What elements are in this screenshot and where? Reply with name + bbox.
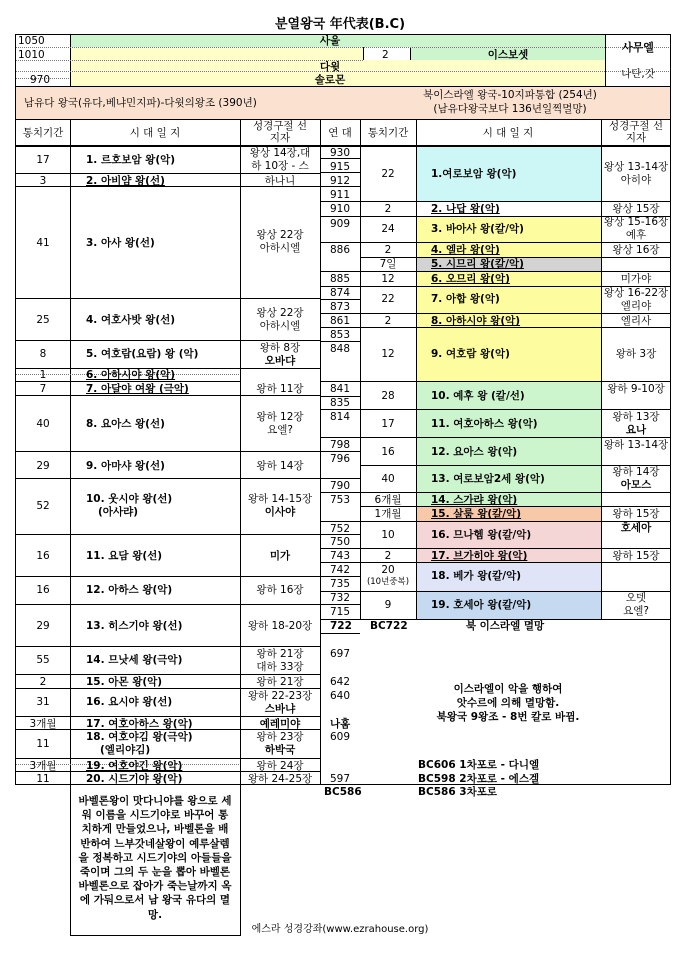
north-reign-8: 2: [384, 315, 392, 327]
year-835: 835: [330, 397, 351, 409]
year-nahum: 나훔: [330, 718, 351, 730]
north-bible-16: 호세아: [620, 522, 652, 534]
south-reign-9: 29: [36, 460, 50, 472]
south-summary-line: 치하게 만들었으나, 바벨론을 배: [81, 823, 229, 836]
north-kingdom-banner-2: (남유다왕국보다 136년일찍멸망): [433, 103, 587, 115]
north-king-8: 8. 아하시야 왕(악): [431, 315, 521, 327]
south-summary-line: 을 정복하고 시드기야의 아들들을: [78, 851, 232, 864]
north-reign-10: 28: [381, 390, 395, 402]
year-715: 715: [330, 606, 351, 618]
year-915: 915: [330, 161, 351, 173]
south-bible-14a: 왕하 21장: [256, 648, 304, 660]
south-king-15: 15. 아몬 왕(악): [86, 676, 163, 688]
south-summary-line: 죽이며 그의 두 눈을 뽑아 바벨론: [79, 866, 231, 879]
south-reign-18: 11: [36, 738, 50, 750]
north-bible-1b: 아히야: [620, 174, 652, 186]
south-kingdom-banner: 남유다 왕국(유다,베냐민지파)-다윗의왕조 (390년): [24, 97, 257, 109]
year-609: 609: [330, 731, 351, 743]
south-summary-line: 바벨론으로 잡아가 죽는날까지 옥: [78, 880, 232, 893]
south-king-2: 2. 아비얌 왕(선): [86, 175, 165, 187]
header-bible-south: 성경구절 선지자: [252, 120, 308, 144]
year-848: 848: [330, 343, 351, 355]
north-note-line: 앗수르에 의해 멸망함.: [456, 697, 560, 709]
south-bible-19: 왕하 24장: [256, 760, 304, 772]
header-record-south: 시 대 일 지: [129, 127, 181, 139]
ishbosheth-label: 이스보셋: [487, 49, 529, 61]
south-bible-4b: 아하시엘: [259, 320, 301, 332]
north-reign-15: 1개월: [374, 508, 402, 520]
page-title: 분열왕국 年代表(B.C): [274, 17, 406, 32]
south-king-8: 8. 요아스 왕(선): [86, 418, 165, 430]
year-911: 911: [330, 189, 351, 201]
south-bible-14b: 대하 33장: [256, 661, 304, 673]
north-bible-12: 왕하 13-14장: [603, 439, 669, 451]
south-king-11: 11. 요담 왕(선): [86, 550, 163, 562]
south-king-18b: (엘리야김): [100, 744, 151, 756]
north-bible-7b: 엘리야: [620, 300, 652, 312]
north-bible-19a: 오뎃: [625, 592, 647, 604]
south-reign-1: 17: [36, 154, 50, 166]
south-king-6: 6. 아하시야 왕(악): [86, 369, 176, 381]
south-bible-10a: 왕하 14-15장: [247, 493, 313, 505]
south-king-4: 4. 여호사밧 왕(선): [86, 314, 176, 326]
south-king-10b: (아사랴): [98, 506, 139, 518]
south-king-9: 9. 아마샤 왕(선): [86, 460, 165, 472]
north-bible-11b: 요나: [625, 424, 647, 436]
north-reign-6: 12: [381, 273, 395, 285]
south-king-13: 13. 히스기야 왕(선): [86, 620, 183, 632]
solomon-label: 솔로몬: [314, 74, 346, 86]
south-bible-20: 왕하 24-25장: [247, 773, 313, 785]
year-909: 909: [330, 218, 351, 230]
year-910: 910: [330, 203, 351, 215]
south-king-18a: 18. 여호야김 왕(극악): [86, 731, 193, 743]
north-bible-17: 왕하 15장: [612, 550, 660, 562]
year-586: BC586: [324, 786, 362, 798]
south-reign-8: 40: [36, 418, 50, 430]
south-king-16: 16. 요시야 왕(선): [86, 696, 173, 708]
north-bible-7a: 왕상 16-22장: [603, 287, 669, 299]
north-king-13: 13. 여로보암2세 왕(악): [431, 473, 545, 485]
south-bible-8a: 왕하 12장: [256, 411, 304, 423]
north-fall-year: BC722: [370, 620, 408, 632]
year-853: 853: [330, 329, 351, 341]
south-reign-15: 2: [39, 676, 47, 688]
south-bible-10b: 이사야: [264, 506, 296, 518]
south-bible-4a: 왕상 22장: [256, 307, 304, 319]
north-reign-1: 22: [381, 168, 395, 180]
south-king-19: 19. 여호야긴 왕(악): [86, 760, 183, 772]
north-reign-5: 7일: [379, 258, 397, 270]
north-king-16: 16. 므나헴 왕(칼/악): [431, 529, 532, 541]
year-798: 798: [330, 439, 351, 451]
year-912: 912: [330, 175, 351, 187]
south-bible-1a: 왕상 14장,대: [249, 147, 311, 159]
south-bible-8b: 요엘?: [267, 424, 293, 436]
north-reign-2: 2: [384, 203, 392, 215]
south-summary-line: 워 이름을 시드기야로 바꾸어 통: [81, 809, 229, 822]
north-fall-label: 북 이스라엘 멸망: [465, 620, 545, 632]
north-bible-11a: 왕하 13장: [612, 411, 660, 423]
south-reign-6: 1: [39, 369, 47, 381]
north-king-14: 14. 스가랴 왕(악): [431, 494, 518, 506]
north-king-17: 17. 브가히야 왕(악): [431, 550, 528, 562]
north-king-10: 10. 예후 왕 (칼/선): [431, 390, 525, 402]
north-bible-19b: 요엘?: [623, 605, 649, 617]
south-reign-4: 25: [36, 314, 50, 326]
year-742: 742: [330, 564, 351, 576]
south-bible-2: 하나니: [264, 175, 296, 187]
north-reign-13: 40: [381, 473, 395, 485]
south-king-5: 5. 여호람(요람) 왕 (악): [86, 348, 199, 360]
year-1050: 1050: [18, 35, 45, 47]
south-reign-14: 55: [36, 654, 50, 666]
north-reign-9: 12: [381, 348, 395, 360]
header-bible-north: 성경구절 선지자: [608, 120, 664, 144]
year-874: 874: [330, 287, 351, 299]
north-king-3: 3. 바아사 왕(칼/악): [431, 223, 524, 235]
south-king-1: 1. 르호보암 왕(악): [86, 154, 176, 166]
north-reign-14: 6개월: [374, 494, 402, 506]
ishbosheth-years: 2: [382, 49, 389, 61]
north-king-12: 12. 요아스 왕(악): [431, 446, 518, 458]
north-king-9: 9. 여호람 왕(악): [431, 348, 510, 360]
south-bible-3b: 아하시엘: [259, 242, 301, 254]
north-bible-10: 왕하 9-10장: [607, 383, 665, 395]
year-885: 885: [330, 273, 351, 285]
year-841: 841: [330, 383, 351, 395]
north-king-4: 4. 엘라 왕(악): [431, 244, 500, 256]
south-bible-13: 왕하 18-20장: [247, 620, 313, 632]
south-bible-9: 왕하 14장: [256, 460, 304, 472]
south-king-3: 3. 아사 왕(선): [86, 237, 155, 249]
south-bible-12: 왕하 16장: [256, 584, 304, 596]
south-bible-1b: 하 10장 - 스: [251, 160, 309, 172]
south-bible-5a: 왕하 8장: [259, 342, 301, 354]
year-1010: 1010: [18, 49, 45, 61]
north-reign-16: 10: [381, 529, 395, 541]
north-reign-19: 9: [384, 599, 392, 611]
north-king-18: 18. 베가 왕(칼/악): [431, 570, 522, 582]
north-reign-3: 24: [381, 223, 395, 235]
south-bible-16a: 왕하 22-23장: [247, 690, 313, 702]
south-bible-15: 왕하 21장: [256, 676, 304, 688]
north-bible-4: 왕상 16장: [612, 244, 660, 256]
south-bible-18b: 하박국: [264, 744, 296, 756]
year-873: 873: [330, 301, 351, 313]
south-summary: [79, 794, 232, 922]
south-summary-line: 에 가둬으로서 남 왕국 유다의 멸: [79, 894, 231, 907]
nathan-gad-label: 나단,갓: [621, 68, 655, 80]
year-861: 861: [330, 315, 351, 327]
year-753: 753: [330, 494, 351, 506]
year-752: 752: [330, 523, 351, 535]
year-642: 642: [330, 676, 351, 688]
north-bible-3b: 예후: [625, 229, 647, 241]
south-reign-11: 16: [36, 550, 50, 562]
south-reign-13: 29: [36, 620, 50, 632]
samuel-label: 사무엘: [622, 41, 654, 54]
north-note-line: 북왕국 9왕조 - 8번 칼로 바뀜.: [436, 711, 580, 723]
south-king-10a: 10. 웃시야 왕(선): [86, 493, 173, 505]
exile-line: BC586 3차포로: [418, 786, 498, 798]
year-790: 790: [330, 480, 351, 492]
saul-label: 사울: [319, 35, 341, 47]
south-summary-line: 바벨론왕이 맛다니야를 왕으로 세: [78, 795, 232, 807]
south-bible-16b: 스바냐: [264, 703, 296, 715]
year-930: 930: [330, 147, 351, 159]
north-reign-12: 16: [381, 446, 395, 458]
header-reign-north: 통치기간: [367, 127, 409, 139]
south-bible-11: 미가: [269, 550, 291, 562]
header-year: 연 대: [328, 127, 352, 139]
north-bible-13b: 아모스: [620, 479, 652, 491]
north-bible-15: 왕하 15장: [612, 508, 660, 520]
north-bible-13a: 왕하 14장: [612, 466, 660, 478]
north-king-11: 11. 여호아하스 왕(악): [431, 418, 538, 430]
north-note: [437, 682, 580, 724]
year-886: 886: [330, 244, 351, 256]
south-king-14: 14. 므낫세 왕(극악): [86, 654, 183, 666]
north-reign-18a: 20: [381, 564, 395, 576]
south-reign-7: 7: [39, 383, 47, 395]
north-note-line: 이스라엘이 악을 행하여: [453, 683, 563, 695]
south-reign-10: 52: [36, 500, 50, 512]
north-king-7: 7. 아합 왕(악): [431, 293, 500, 305]
north-king-19: 19. 호세아 왕(칼/악): [431, 599, 532, 611]
year-722: 722: [330, 620, 352, 632]
south-reign-19: 3개월: [29, 760, 57, 772]
north-king-2: 2. 나답 왕(악): [431, 203, 500, 215]
year-970: 970: [30, 74, 51, 86]
south-reign-5: 8: [39, 348, 47, 360]
south-reign-17: 3개월: [29, 718, 57, 730]
south-bible-17: 예레미야: [259, 718, 301, 730]
north-reign-17: 2: [384, 550, 392, 562]
north-reign-7: 22: [381, 293, 395, 305]
north-king-15: 15. 살룸 왕(칼/악): [431, 508, 522, 520]
year-732: 732: [330, 592, 351, 604]
year-814: 814: [330, 411, 351, 423]
south-reign-20: 11: [36, 773, 50, 785]
north-bible-6: 미가야: [620, 273, 652, 285]
south-summary-line: 망.: [147, 908, 163, 921]
south-king-17: 17. 여호아하스 왕(악): [86, 718, 193, 730]
year-640: 640: [330, 690, 351, 702]
exile-list: [418, 759, 539, 800]
page-footer: 에스라 성경강좌(www.ezrahouse.org): [251, 924, 429, 935]
north-bible-9: 왕하 3장: [615, 348, 657, 360]
south-bible-5b: 오바댜: [264, 355, 296, 367]
north-bible-8: 엘리사: [620, 315, 652, 327]
north-reign-11: 17: [381, 418, 395, 430]
south-king-12: 12. 아하스 왕(악): [86, 584, 173, 596]
header-reign-south: 통치기간: [22, 127, 64, 139]
north-bible-1a: 왕상 13-14장: [603, 161, 669, 173]
north-king-6: 6. 오므리 왕(악): [431, 273, 510, 285]
south-reign-12: 16: [36, 584, 50, 596]
header-record-north: 시 대 일 지: [482, 127, 534, 139]
north-bible-2: 왕상 15장: [612, 203, 660, 215]
year-735: 735: [330, 578, 351, 590]
south-bible-18a: 왕하 23장: [256, 731, 304, 743]
david-label: 다윗: [319, 61, 341, 73]
north-reign-18b: (10년중복): [366, 577, 410, 587]
year-796: 796: [330, 453, 351, 465]
north-king-1: 1.여로보암 왕(악): [431, 168, 517, 180]
south-reign-2: 3: [39, 175, 47, 187]
south-bible-7: 왕하 11장: [256, 383, 304, 395]
year-750: 750: [330, 536, 351, 548]
north-bible-3a: 왕상 15-16장: [603, 216, 669, 228]
year-743: 743: [330, 550, 351, 562]
south-summary-line: 반하여 느부갓네살왕이 예루살렘: [80, 837, 230, 850]
south-bible-3a: 왕상 22장: [256, 229, 304, 241]
north-reign-4: 2: [384, 244, 392, 256]
north-kingdom-banner-1: 북이스라엘 왕국-10지파통합 (254년): [423, 89, 597, 101]
year-597: 597: [330, 773, 351, 785]
south-king-20: 20. 시드기야 왕(악): [86, 773, 183, 785]
exile-line: BC598 2차포로 - 에스겔: [418, 772, 540, 785]
exile-line: BC606 1차포로 - 다니엘: [418, 759, 540, 771]
year-697: 697: [330, 648, 351, 660]
south-reign-3: 41: [36, 237, 50, 249]
south-reign-16: 31: [36, 696, 50, 708]
south-king-7: 7. 아달야 여왕 (극악): [86, 383, 189, 395]
north-king-5: 5. 시므리 왕(칼/악): [431, 258, 524, 270]
